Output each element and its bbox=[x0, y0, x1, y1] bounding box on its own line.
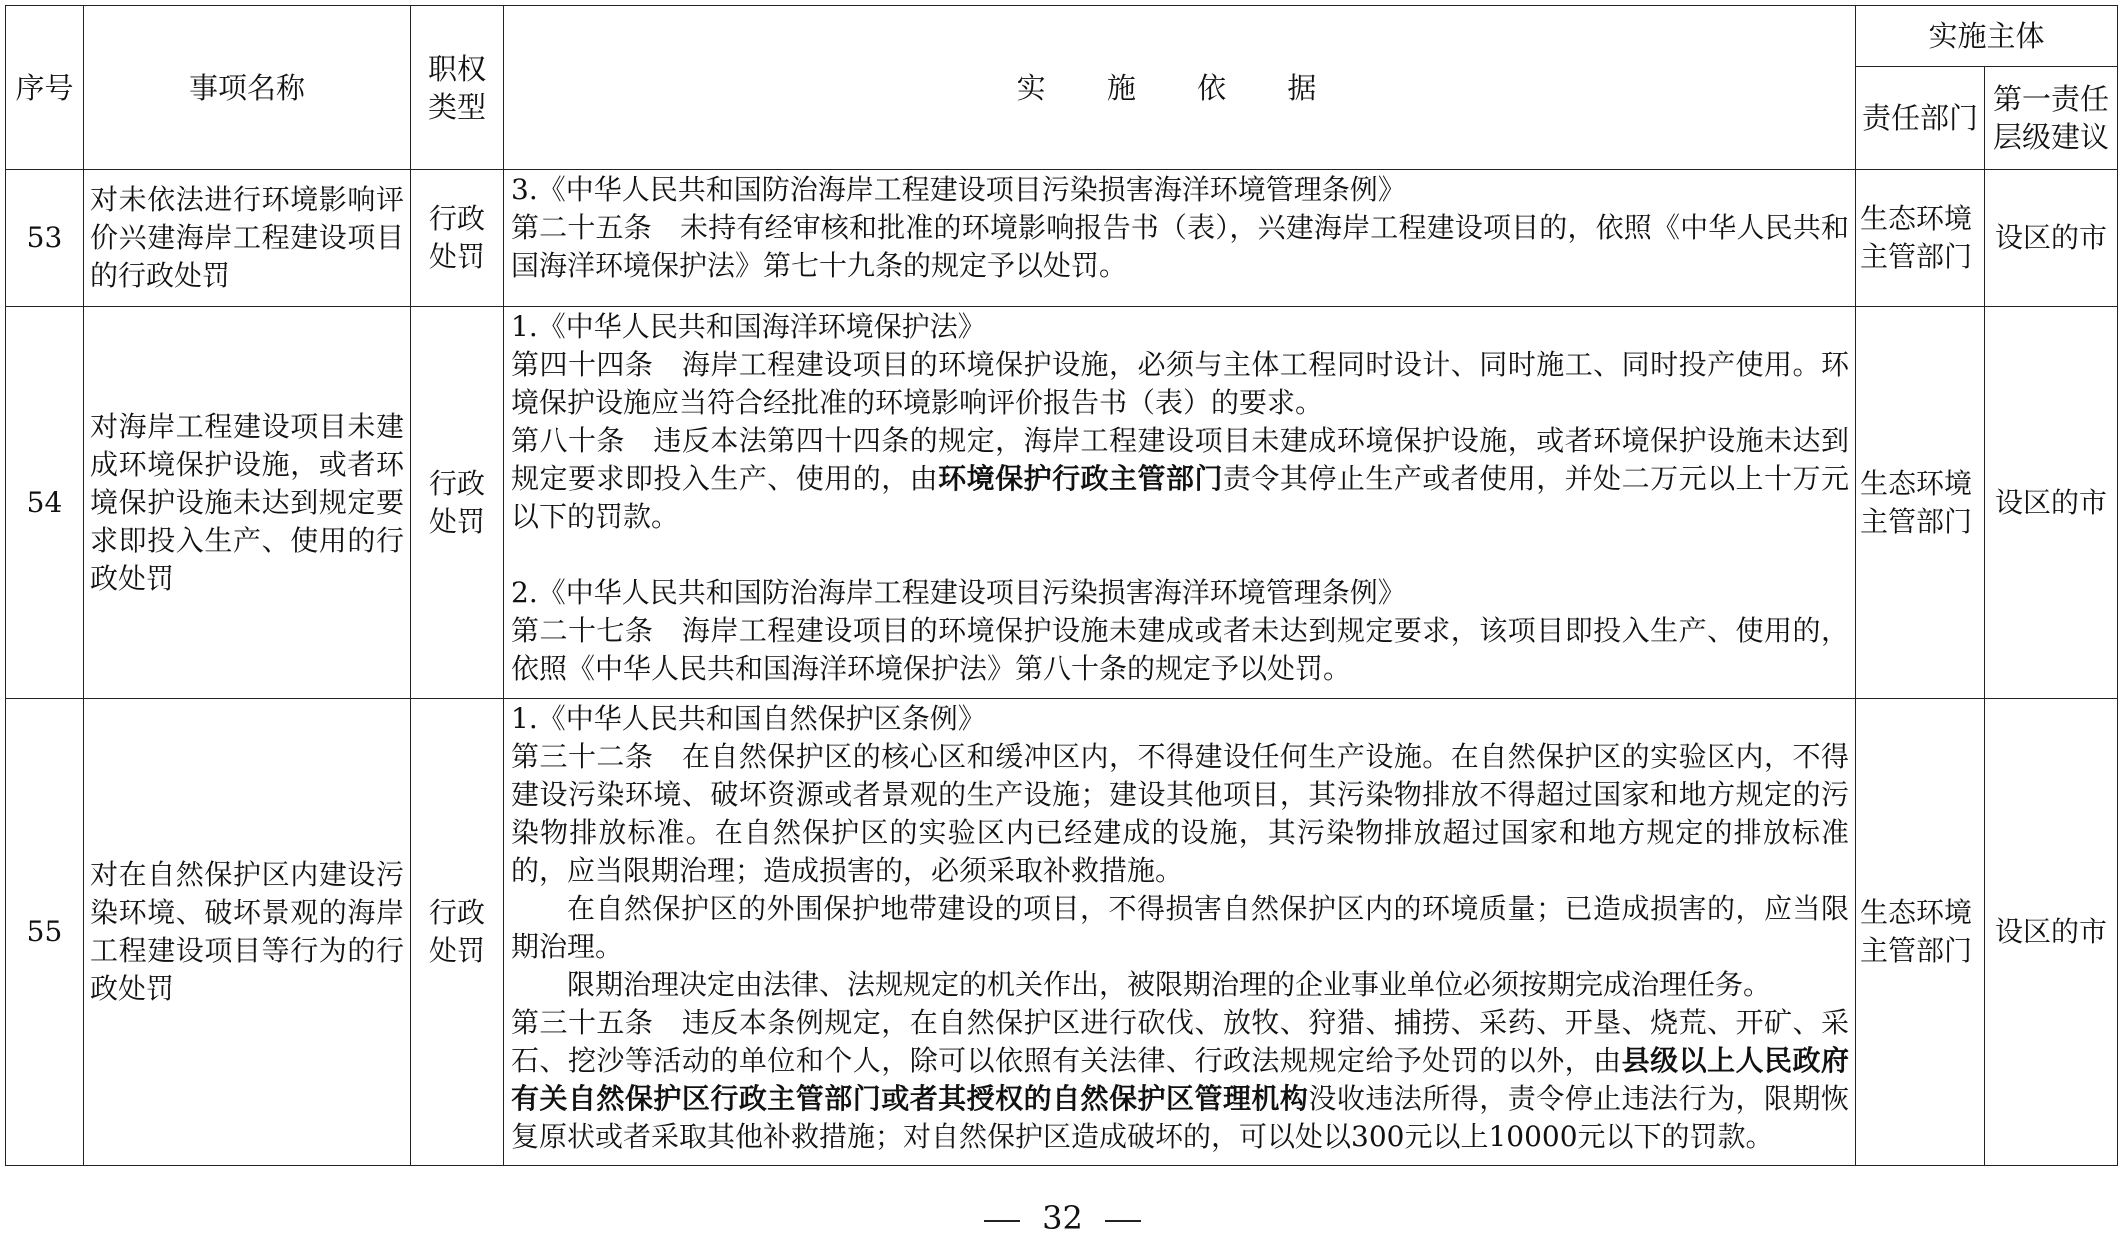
table-row bbox=[6, 699, 2118, 1166]
row-type: 行政处罚 bbox=[411, 170, 504, 307]
row-level: 设区的市 bbox=[1985, 307, 2118, 699]
header-dept: 责任部门 bbox=[1856, 67, 1985, 170]
basis-paragraph: 1.《中华人民共和国自然保护区条例》 bbox=[511, 702, 986, 735]
row-basis bbox=[504, 307, 1856, 699]
row-type: 行政处罚 bbox=[411, 699, 504, 1166]
matters-table bbox=[5, 5, 2118, 1166]
footer-dash-left bbox=[984, 1220, 1020, 1222]
header-subject: 实施主体 bbox=[1856, 6, 2118, 67]
row-name: 对海岸工程建设项目未建成环境保护设施，或者环境保护设施未达到规定要求即投入生产、使用的行政处罚 bbox=[84, 307, 411, 699]
row-seq: 54 bbox=[6, 307, 84, 699]
basis-paragraph: 第四十四条 海岸工程建设项目的环境保护设施，必须与主体工程同时设计、同时施工、同时投产使用。环境保护设施应当符合经批准的环境影响评价报告书（表）的要求。 bbox=[511, 348, 1849, 419]
row-seq: 53 bbox=[6, 170, 84, 307]
row-level: 设区的市 bbox=[1985, 699, 2118, 1166]
basis-text: 责令其停止生产或者使用，并处二万元以上十万元以下的罚款。 bbox=[511, 462, 1849, 533]
basis-paragraph bbox=[511, 422, 1849, 536]
basis-paragraph: 2.《中华人民共和国防治海岸工程建设项目污染损害海洋环境管理条例》 bbox=[511, 576, 1406, 609]
table-row bbox=[6, 307, 2118, 699]
basis-paragraph bbox=[511, 1004, 1849, 1156]
row-basis bbox=[504, 699, 1856, 1166]
row-basis bbox=[504, 170, 1856, 307]
paragraph-gap bbox=[511, 536, 1849, 574]
header-type: 职权类型 bbox=[411, 6, 504, 170]
header-level: 第一责任层级建议 bbox=[1985, 67, 2118, 170]
row-dept: 生态环境主管部门 bbox=[1856, 699, 1985, 1166]
row-dept: 生态环境主管部门 bbox=[1856, 170, 1985, 307]
row-level: 设区的市 bbox=[1985, 170, 2118, 307]
row-seq: 55 bbox=[6, 699, 84, 1166]
header-name: 事项名称 bbox=[84, 6, 411, 170]
basis-text: 第三十五条 违反本条例规定，在自然保护区进行砍伐、放牧、狩猎、捕捞、采药、开垦、烧荒、开矿、采石、挖沙等活动的单位和个人，除可以依照有关法律、行政法规规定给予处罚的以外，由 bbox=[511, 1006, 1849, 1077]
page-number: 32 bbox=[1042, 1199, 1083, 1237]
basis-paragraph: 第三十二条 在自然保护区的核心区和缓冲区内，不得建设任何生产设施。在自然保护区的实验区内，不得建设污染环境、破坏资源或者景观的生产设施；建设其他项目，其污染物排放不得超过国家和地方规定的污染物排放标准。在自然保护区的实验区内已经建成的设施，其污染物排放超过国家和地方规定的排放标准的，应当限期治理；造成损害的，必须采取补救措施。 bbox=[511, 740, 1849, 887]
basis-paragraph: 第二十五条 未持有经审核和批准的环境影响报告书（表），兴建海岸工程建设项目的，依照《中华人民共和国海洋环境保护法》第七十九条的规定予以处罚。 bbox=[511, 211, 1849, 282]
basis-emphasis: 环境保护行政主管部门 bbox=[938, 462, 1223, 495]
header-row-1 bbox=[6, 6, 2118, 67]
basis-paragraph: 限期治理决定由法律、法规规定的机关作出，被限期治理的企业事业单位必须按期完成治理任务。 bbox=[567, 968, 1772, 1001]
footer-dash-right bbox=[1105, 1220, 1141, 1222]
basis-paragraph: 第二十七条 海岸工程建设项目的环境保护设施未建成或者未达到规定要求，该项目即投入生产、使用的，依照《中华人民共和国海洋环境保护法》第八十条的规定予以处罚。 bbox=[511, 614, 1849, 685]
row-name: 对在自然保护区内建设污染环境、破坏景观的海岸工程建设项目等行为的行政处罚 bbox=[84, 699, 411, 1166]
basis-emphasis: 县级以上人民政府有关自然保护区行政主管部门或者其授权的自然保护区管理机构 bbox=[511, 1044, 1849, 1115]
basis-paragraph: 1.《中华人民共和国海洋环境保护法》 bbox=[511, 310, 986, 343]
row-dept: 生态环境主管部门 bbox=[1856, 307, 1985, 699]
basis-paragraph: 3.《中华人民共和国防治海岸工程建设项目污染损害海洋环境管理条例》 bbox=[511, 173, 1406, 206]
table-row bbox=[6, 170, 2118, 307]
basis-text: 第八十条 违反本法第四十四条的规定，海岸工程建设项目未建成环境保护设施，或者环境保护设施未达到规定要求即投入生产、使用的，由 bbox=[511, 424, 1849, 495]
header-seq: 序号 bbox=[6, 6, 84, 170]
row-name: 对未依法进行环境影响评价兴建海岸工程建设项目的行政处罚 bbox=[84, 170, 411, 307]
basis-paragraph: 在自然保护区的外围保护地带建设的项目，不得损害自然保护区内的环境质量；已造成损害的，应当限期治理。 bbox=[511, 892, 1849, 963]
row-type: 行政处罚 bbox=[411, 307, 504, 699]
basis-text: 没收违法所得，责令停止违法行为，限期恢复原状或者采取其他补救措施；对自然保护区造成破坏的，可以处以300元以上10000元以下的罚款。 bbox=[511, 1082, 1849, 1153]
header-basis: 实 施 依 据 bbox=[504, 6, 1856, 170]
page-footer bbox=[0, 1198, 2125, 1238]
